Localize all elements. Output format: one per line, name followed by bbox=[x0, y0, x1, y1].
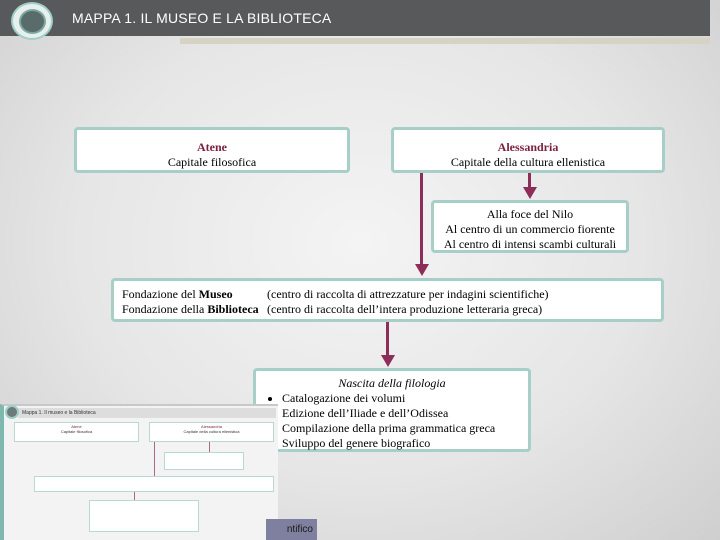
bottom-label-fragment[interactable]: ntifico bbox=[266, 519, 317, 540]
position-line: Al centro di intensi scambi culturali bbox=[443, 237, 617, 251]
arrow-head-position bbox=[523, 187, 537, 199]
thumbnail-alessandria-sub: Capitale della cultura ellenistica bbox=[183, 429, 240, 434]
position-box bbox=[431, 200, 629, 253]
atene-title: Atene bbox=[197, 140, 227, 154]
philology-list bbox=[256, 391, 528, 451]
thumbnail-connector bbox=[154, 442, 155, 476]
alessandria-subtitle: Capitale della cultura ellenistica bbox=[450, 155, 606, 169]
thumbnail-atene-sub: Capitale filosofica bbox=[60, 429, 93, 434]
thumbnail-atene-box bbox=[14, 422, 139, 442]
foundation-biblioteca: Biblioteca bbox=[207, 302, 259, 316]
thumbnail-logo-icon bbox=[5, 405, 19, 419]
list-item: • Edizione dell’Iliade e dell’Odissea bbox=[282, 406, 528, 421]
thumbnail-title: Mappa 1. Il museo e la Biblioteca bbox=[18, 408, 276, 418]
foundation-biblioteca-desc: (centro di raccolta dell’intera produzione letteraria greca) bbox=[267, 302, 543, 316]
position-line: Al centro di un commercio fiorente bbox=[445, 222, 615, 236]
atene-subtitle: Capitale filosofica bbox=[167, 155, 257, 169]
thumbnail-alessandria-title: Alessandria bbox=[201, 424, 222, 429]
arrow-head-foundation bbox=[415, 264, 429, 276]
thumbnail-position-box bbox=[164, 452, 244, 470]
philology-heading: Nascita della filologia bbox=[338, 376, 446, 390]
position-line: Alla foce del Nilo bbox=[486, 207, 574, 221]
foundation-museo-desc: (centro di raccolta di attrezzature per indagini scientifiche) bbox=[267, 287, 549, 301]
thumbnail-atene-title: Atene bbox=[71, 424, 82, 429]
thumbnail-connector bbox=[209, 442, 210, 452]
atene-box bbox=[74, 127, 350, 173]
list-item: • Compilazione della prima grammatica greca bbox=[282, 421, 528, 436]
foundation-prefix: Fondazione del bbox=[122, 287, 199, 301]
foundation-box bbox=[111, 278, 664, 322]
arrow-foundation-to-philology bbox=[386, 322, 389, 358]
logo-core-icon bbox=[19, 9, 46, 34]
alessandria-box bbox=[391, 127, 665, 173]
list-item: • Catalogazione dei volumi bbox=[282, 391, 528, 406]
foundation-row-biblioteca bbox=[122, 302, 661, 317]
arrow-head-philology bbox=[381, 355, 395, 367]
thumbnail-alessandria-box bbox=[149, 422, 274, 442]
thumbnail-philology-box bbox=[89, 500, 199, 532]
header-accent-strip bbox=[180, 38, 710, 44]
alessandria-title: Alessandria bbox=[497, 140, 559, 154]
thumbnail-preview[interactable] bbox=[0, 404, 278, 540]
page-title: MAPPA 1. IL MUSEO E LA BIBLIOTECA bbox=[72, 10, 332, 26]
philology-box bbox=[253, 368, 531, 452]
foundation-prefix: Fondazione della bbox=[122, 302, 208, 316]
arrow-alessandria-to-foundation bbox=[420, 173, 423, 265]
list-item: • Sviluppo del genere biografico bbox=[282, 436, 528, 451]
thumbnail-foundation-box bbox=[34, 476, 274, 492]
foundation-museo: Museo bbox=[198, 287, 233, 301]
thumbnail-connector bbox=[134, 492, 135, 500]
foundation-row-museo bbox=[122, 287, 661, 302]
